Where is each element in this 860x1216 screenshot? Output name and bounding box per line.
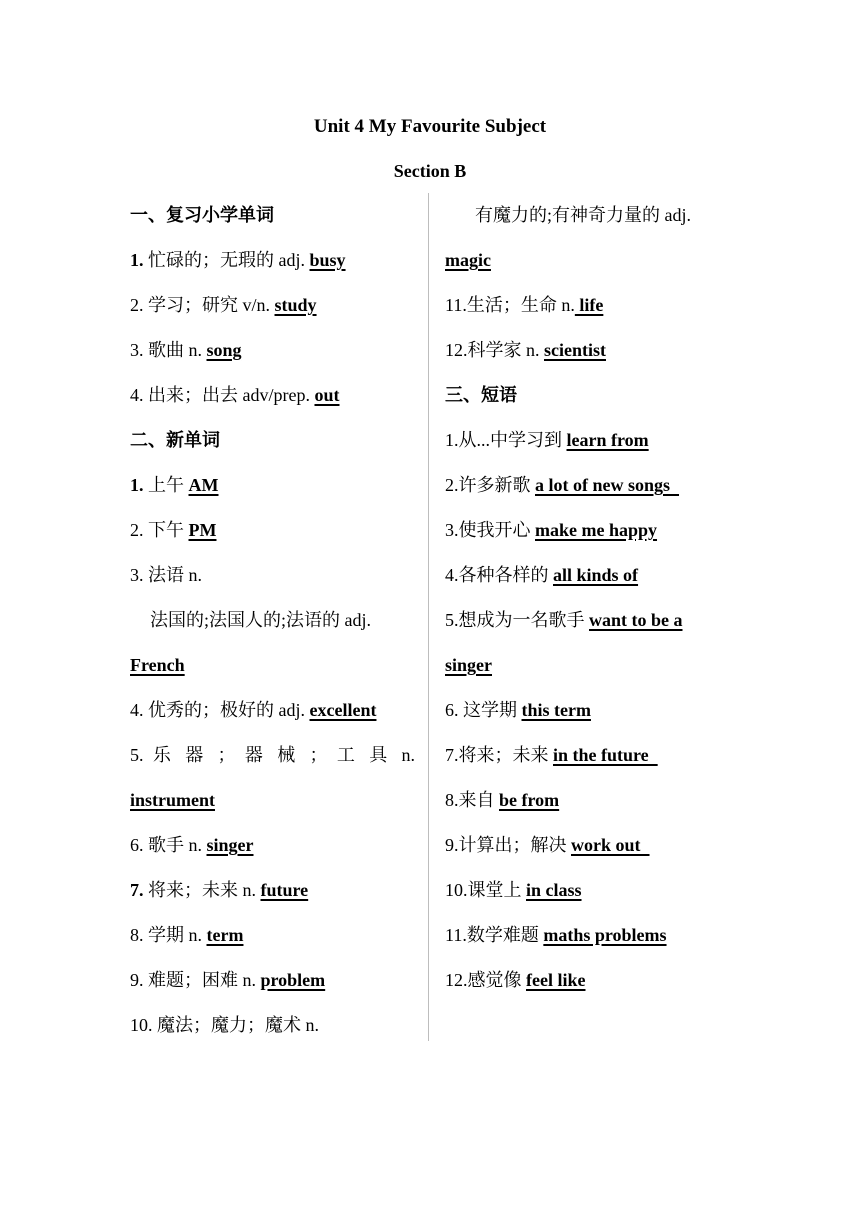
phrase-item: 3.使我开心 make me happy	[445, 520, 658, 540]
vocab-item: 9. 难题；困难 n. problem	[130, 970, 326, 990]
vocab-item: 1. 忙碌的；无瑕的 adj. busy	[130, 250, 346, 270]
vocab-item: 3. 歌曲 n. song	[130, 340, 242, 360]
section-heading-review: 一、复习小学单词	[130, 205, 274, 225]
left-column	[130, 193, 415, 1048]
vocab-item: 11.生活；生命 n. life	[445, 295, 604, 315]
section-heading-new-words: 二、新单词	[130, 430, 220, 450]
column-divider	[428, 193, 429, 1041]
vocab-answer: French	[130, 655, 185, 675]
vocab-item-continued: 法国的;法国人的;法语的 adj.	[150, 610, 371, 630]
phrase-item: 2.许多新歌 a lot of new songs	[445, 475, 680, 495]
vocab-answer: magic	[445, 250, 491, 270]
page-title: Unit 4 My Favourite Subject	[313, 116, 547, 137]
section-subtitle: Section B	[393, 161, 467, 181]
phrase-item: 12.感觉像 feel like	[445, 970, 586, 990]
vocab-item: 1. 上午 AM	[130, 475, 219, 495]
vocab-answer: instrument	[130, 790, 215, 810]
phrase-item: 7.将来；未来 in the future	[445, 745, 658, 765]
phrase-item: 9.计算出；解决 work out	[445, 835, 650, 855]
phrase-item: 11.数学难题 maths problems	[445, 925, 667, 945]
phrase-item: 1.从...中学习到 learn from	[445, 430, 649, 450]
vocab-item: 12.科学家 n. scientist	[445, 340, 606, 360]
vocab-item: 7. 将来；未来 n. future	[130, 880, 309, 900]
section-heading-phrases: 三、短语	[445, 385, 517, 405]
vocab-item: 5. 乐 器 ； 器 械 ； 工 具 n.	[130, 745, 415, 765]
vocab-item: 8. 学期 n. term	[130, 925, 244, 945]
right-column	[445, 193, 735, 1003]
phrase-item: 5.想成为一名歌手 want to be a	[445, 610, 683, 630]
phrase-item: 10.课堂上 in class	[445, 880, 582, 900]
vocab-item-continued: 有魔力的;有神奇力量的 adj.	[475, 205, 691, 225]
phrase-answer: singer	[445, 655, 492, 675]
vocab-item: 3. 法语 n.	[130, 565, 202, 585]
vocab-item: 10. 魔法；魔力；魔术 n.	[130, 1015, 319, 1035]
vocab-item: 6. 歌手 n. singer	[130, 835, 254, 855]
phrase-item: 8.来自 be from	[445, 790, 560, 810]
phrase-item: 6. 这学期 this term	[445, 700, 591, 720]
vocab-item: 4. 优秀的；极好的 adj. excellent	[130, 700, 377, 720]
phrase-item: 4.各种各样的 all kinds of	[445, 565, 639, 585]
vocab-item: 2. 学习；研究 v/n. study	[130, 295, 317, 315]
vocab-item: 4. 出来；出去 adv/prep. out	[130, 385, 340, 405]
vocab-item: 2. 下午 PM	[130, 520, 217, 540]
